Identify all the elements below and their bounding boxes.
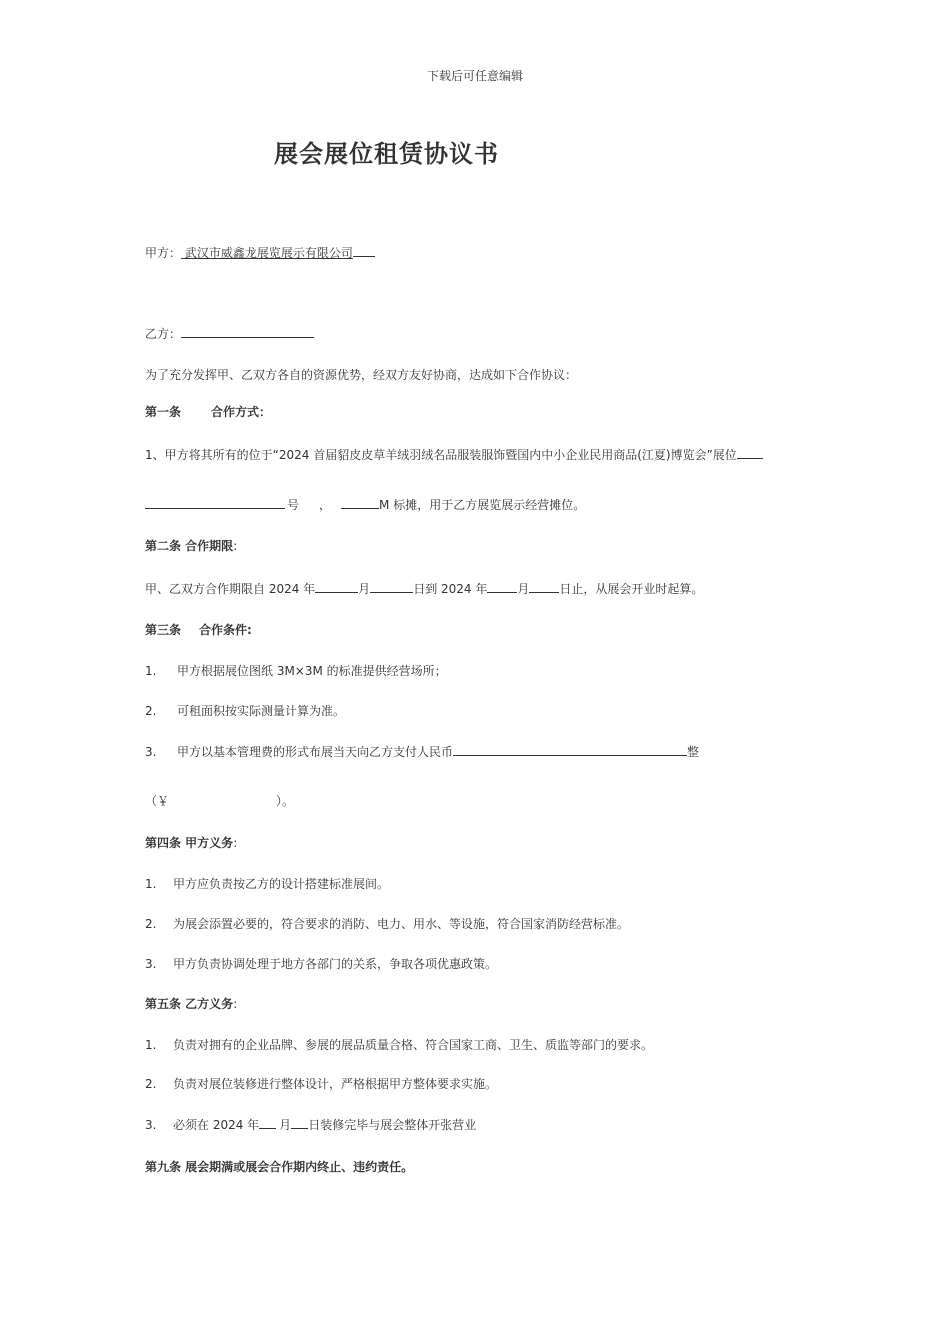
- article5-item3-text-b: 月: [279, 1118, 292, 1132]
- article1-item1: [145, 446, 763, 463]
- party-b-line: [145, 325, 314, 342]
- booth-size-blank: [341, 496, 379, 509]
- party-a-label: 甲方：: [145, 246, 182, 260]
- party-a-blank: [353, 244, 375, 257]
- article5-item1: [145, 1037, 653, 1053]
- start-day-blank: [370, 580, 413, 593]
- list-item-text: 甲方应负责按乙方的设计搭建标准展间。: [173, 877, 390, 891]
- article5-heading: [145, 996, 237, 1012]
- article5-item3-text-a: 必须在 2024 年: [173, 1118, 260, 1132]
- list-number: 3.: [145, 1118, 157, 1132]
- article3-item2: [145, 703, 345, 719]
- end-month-blank: [487, 580, 517, 593]
- article3-heading-title: 合作条件:: [199, 623, 252, 637]
- article2-text-a: 甲、乙双方合作期限自 2024 年: [145, 582, 316, 596]
- intro-paragraph: 为了充分发挥甲、乙双方各自的资源优势，经双方友好协商，达成如下合作协议：: [145, 368, 578, 382]
- article2-heading-text: 第二条 合作期限: [145, 539, 234, 553]
- article5-item3: [145, 1116, 476, 1133]
- yen-close: ）。: [276, 794, 295, 808]
- page-title: 展会展位租赁协议书: [274, 140, 499, 168]
- article3-heading: [145, 622, 252, 638]
- article3-heading-num: 第三条: [145, 623, 182, 637]
- yen-open: （￥: [145, 794, 170, 808]
- header-note: 下载后可任意编辑: [426, 69, 523, 83]
- party-a-name: 武汉市威鑫龙展览展示有限公司: [181, 246, 353, 260]
- article4-item3: [145, 956, 497, 972]
- list-number: 2.: [145, 917, 157, 931]
- list-item-text: 负责对拥有的企业品牌、参展的展品质量合格、符合国家工商、卫生、质监等部门的要求。: [173, 1038, 654, 1052]
- list-item-text: 甲方负责协调处理于地方各部门的关系，争取各项优惠政策。: [173, 957, 498, 971]
- list-item-text: 甲方根据展位图纸 3M×3M 的标准提供经营场所；: [177, 664, 447, 678]
- list-item-text: 负责对展位装修进行整体设计，严格根据甲方整体要求实施。: [173, 1077, 498, 1091]
- article5-heading-colon: :: [233, 997, 238, 1011]
- party-b-blank: [181, 325, 314, 338]
- party-a-line: [145, 244, 375, 261]
- list-number: 1.: [145, 877, 157, 891]
- article4-heading-text: 第四条 甲方义务: [145, 836, 234, 850]
- article1-heading-num: 第一条: [145, 405, 182, 419]
- list-item-text: 可租面积按实际测量计算为准。: [177, 704, 346, 718]
- article2-paragraph: [145, 580, 703, 597]
- article2-text-d: 月: [517, 582, 530, 596]
- end-day-blank: [529, 580, 559, 593]
- article9-heading: 第九条 展会期满或展会合作期内终止、违约责任。: [145, 1160, 414, 1174]
- list-number: 3.: [145, 745, 157, 759]
- article2-heading: [145, 538, 237, 554]
- booth-number-blank-a: [737, 446, 763, 459]
- list-number: 2.: [145, 704, 157, 718]
- article3-item1: [145, 663, 447, 679]
- article5-item2: [145, 1076, 497, 1092]
- list-item-text: 甲方以基本管理费的形式布展当天向乙方支付人民币: [177, 745, 454, 759]
- list-item-text: 为展会添置必要的，符合要求的消防、电力、用水、等设施，符合国家消防经营标准。: [173, 917, 630, 931]
- decor-day-blank: [291, 1116, 308, 1129]
- article5-item3-text-c: 日装修完毕与展会整体开张营业: [308, 1118, 477, 1132]
- start-month-blank: [315, 580, 358, 593]
- article1-booth-desc: M 标摊，用于乙方展览展示经营摊位。: [379, 498, 586, 512]
- list-number: 3.: [145, 957, 157, 971]
- article1-heading-title: 合作方式：: [211, 405, 272, 419]
- article4-item1: [145, 876, 389, 892]
- list-number: 1.: [145, 664, 157, 678]
- amount-suffix: 整: [687, 745, 700, 759]
- party-b-label: 乙方：: [145, 327, 182, 341]
- booth-number-blank-b: [145, 496, 285, 509]
- article1-comma: ，: [319, 498, 332, 512]
- article5-heading-text: 第五条 乙方义务: [145, 997, 234, 1011]
- article1-heading: [145, 404, 271, 420]
- article2-heading-colon: :: [233, 539, 238, 553]
- article1-hao: 号: [287, 498, 300, 512]
- amount-blank: [453, 743, 687, 756]
- list-number: 2.: [145, 1077, 157, 1091]
- decor-month-blank: [259, 1116, 276, 1129]
- article4-heading-colon: :: [233, 836, 238, 850]
- article4-heading: [145, 835, 237, 851]
- list-number: 1.: [145, 1038, 157, 1052]
- article2-text-e: 日止，从展会开业时起算。: [559, 582, 704, 596]
- article2-text-c: 日到 2024 年: [413, 582, 488, 596]
- article3-yen-line: [145, 793, 294, 809]
- article4-item2: [145, 916, 629, 932]
- article3-item3: [145, 743, 699, 760]
- article1-item1-text: 1、甲方将其所有的位于“2024 首届貂皮皮草羊绒羽绒名品服装服饰暨国内中小企业民用商品(江夏)博览会”展位: [145, 448, 737, 462]
- article1-item1-cont: [145, 496, 585, 513]
- article2-text-b: 月: [358, 582, 371, 596]
